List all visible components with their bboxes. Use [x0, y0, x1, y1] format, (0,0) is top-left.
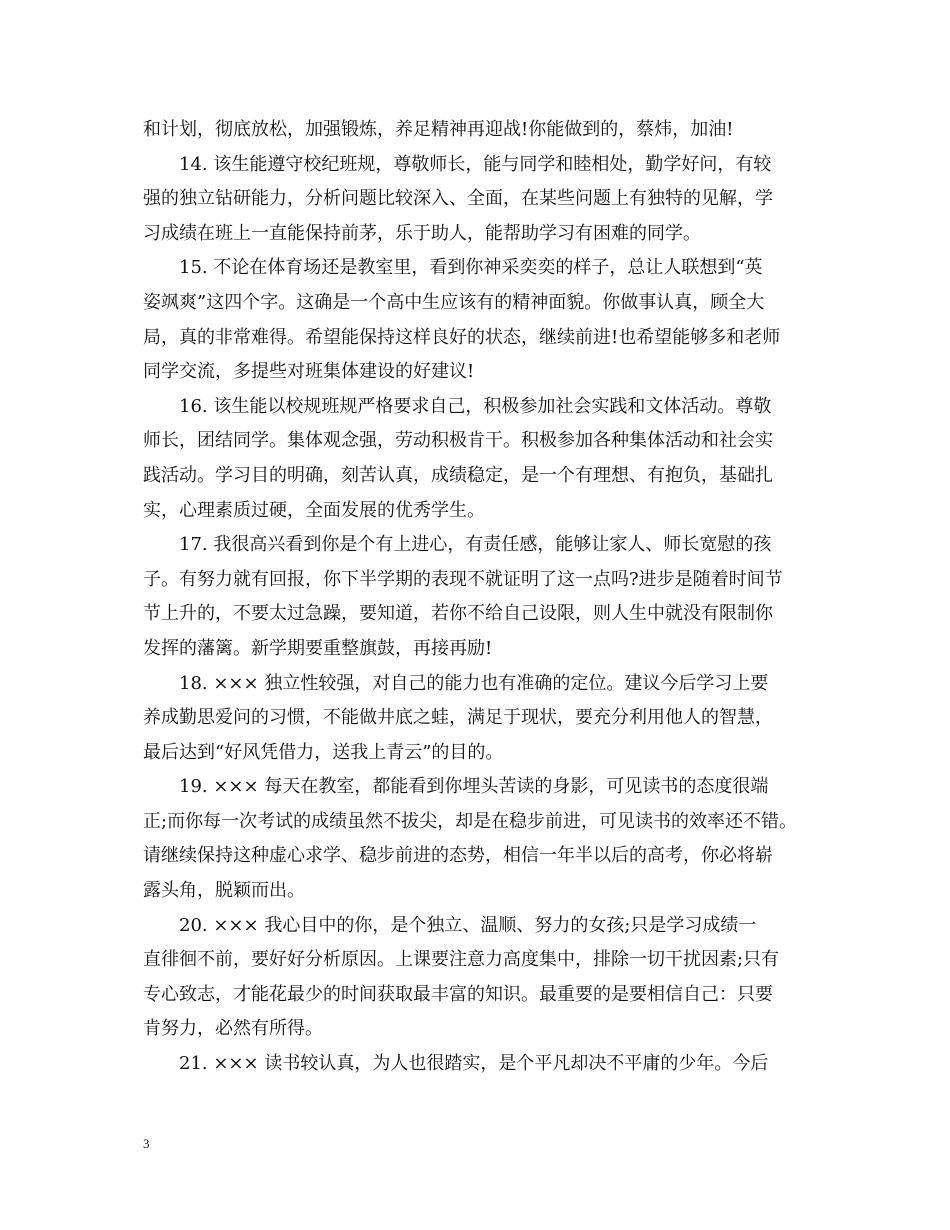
text-line: 发挥的藩篱。新学期要重整旗鼓，再接再励!	[143, 637, 493, 659]
text-line: 养成勤思爱问的习惯，不能做井底之蛙，满足于现状，要充分利用他人的智慧，	[143, 707, 773, 729]
text-line: 最后达到“好风凭借力，送我上青云”的目的。	[143, 741, 504, 763]
text-line: 16. 该生能以校规班规严格要求自己，积极参加社会实践和文体活动。尊敬	[179, 395, 772, 417]
text-line: 局，真的非常难得。希望能保持这样良好的状态，继续前进!也希望能够多和老师	[143, 326, 781, 348]
text-line: 20. ××× 我心目中的你，是个独立、温顺、努力的女孩;只是学习成绩一	[179, 914, 757, 936]
text-line: 肯努力，必然有所得。	[143, 1018, 323, 1040]
text-line: 师长，团结同学。集体观念强，劳动积极肯干。积极参加各种集体活动和社会实	[143, 430, 773, 452]
text-line: 18. ××× 独立性较强，对自己的能力也有准确的定位。建议今后学习上要	[179, 672, 769, 694]
text-line: 践活动。学习目的明确，刻苦认真，成绩稳定，是一个有理想、有抱负，基础扎	[143, 464, 773, 486]
text-line: 17. 我很高兴看到你是个有上进心，有责任感，能够让家人、师长宽慰的孩	[179, 534, 772, 556]
page-number: 3	[143, 1136, 150, 1151]
text-line: 15. 不论在体育场还是教室里，看到你神采奕奕的样子，总让人联想到“英	[179, 257, 763, 279]
text-line: 正;而你每一次考试的成绩虽然不拔尖，却是在稳步前进，可见读书的效率还不错。	[143, 810, 798, 832]
text-line: 姿飒爽”这四个字。这确是一个高中生应该有的精神面貌。你做事认真，顾全大	[143, 291, 765, 313]
text-line: 节上升的，不要太过急躁，要知道，若你不给自己设限，则人生中就没有限制你	[143, 603, 773, 625]
text-line: 请继续保持这种虚心求学、稳步前进的态势，相信一年半以后的高考，你必将崭	[143, 845, 773, 867]
text-line: 强的独立钻研能力，分析问题比较深入、全面，在某些问题上有独特的见解，学	[143, 188, 773, 210]
text-line: 实，心理素质过硬，全面发展的优秀学生。	[143, 499, 485, 521]
text-line: 习成绩在班上一直能保持前茅，乐于助人，能帮助学习有困难的同学。	[143, 222, 701, 244]
text-line: 14. 该生能遵守校纪班规，尊敬师长，能与同学和睦相处，勤学好问，有较	[179, 153, 772, 175]
text-line: 和计划，彻底放松，加强锻炼，养足精神再迎战!你能做到的，蔡炜，加油!	[143, 119, 734, 140]
text-line: 直徘徊不前，要好好分析原因。上课要注意力高度集中，排除一切干扰因素;只有	[143, 949, 780, 971]
text-line: 子。有努力就有回报，你下半学期的表现不就证明了这一点吗?进步是随着时间节	[143, 568, 783, 590]
text-line: 19. ××× 每天在教室，都能看到你埋头苦读的身影，可见读书的态度很端	[179, 776, 769, 798]
text-line: 专心致志，才能花最少的时间获取最丰富的知识。最重要的是要相信自己：只要	[143, 983, 773, 1005]
text-line: 同学交流，多提些对班集体建设的好建议!	[143, 361, 475, 383]
text-line: 21. ××× 读书较认真，为人也很踏实，是个平凡却决不平庸的少年。今后	[179, 1053, 769, 1075]
text-line: 露头角，脱颖而出。	[143, 880, 305, 902]
body-text	[143, 113, 823, 1082]
